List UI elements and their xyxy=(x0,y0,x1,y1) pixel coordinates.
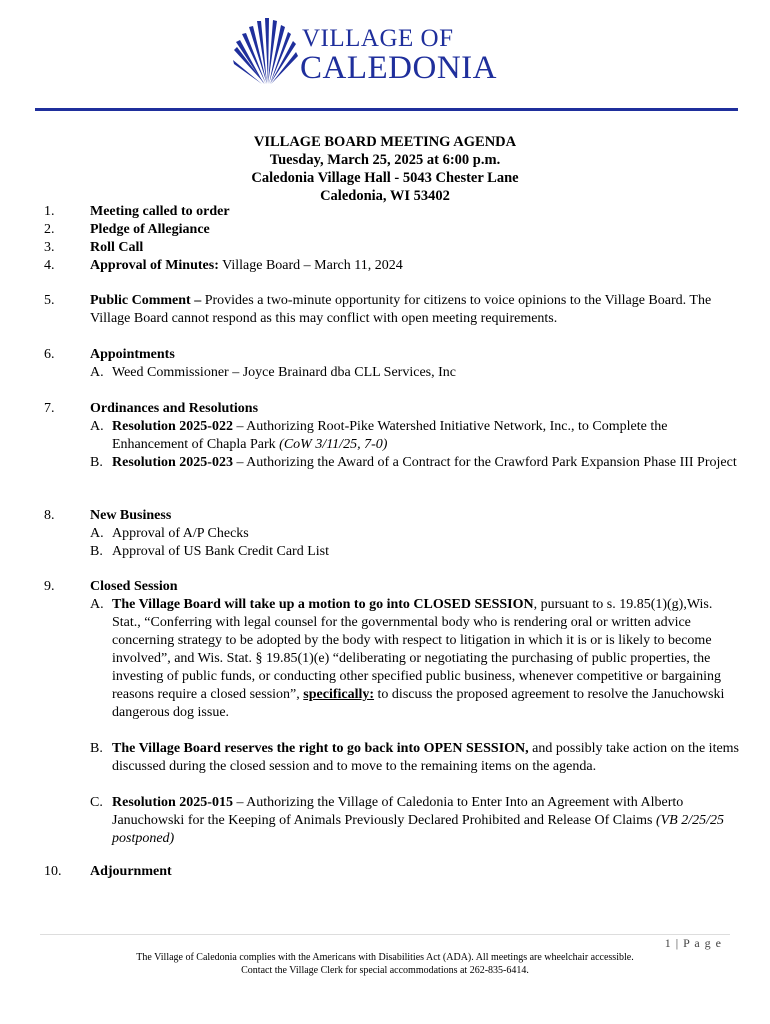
item-title: Approval of Minutes: xyxy=(90,258,219,273)
item-text: Provides a two-minute opportunity for citizens to voice opinions to the Village Board. The Village Board cannot respond as this may conflict with open meeting requirements. xyxy=(90,293,712,326)
item-title: Appointments xyxy=(90,347,175,362)
meeting-location: Caledonia Village Hall - 5043 Chester Lane xyxy=(251,170,519,186)
item-number: 4. xyxy=(44,258,55,273)
sub-item xyxy=(90,364,740,382)
sub-item-letter: C. xyxy=(90,795,103,810)
item-title: Pledge of Allegiance xyxy=(90,222,210,237)
item-title: New Business xyxy=(90,508,172,523)
item-number: 7. xyxy=(44,401,55,416)
agenda-heading xyxy=(0,133,770,205)
meeting-date: Tuesday, March 25, 2025 at 6:00 p.m. xyxy=(269,152,501,168)
item-number: 1. xyxy=(44,204,55,219)
sub-item-text-end: to discuss the proposed agreement to resolve the Januchowski dangerous dog issue. xyxy=(112,687,725,720)
item-body xyxy=(90,257,740,275)
sub-item-text: Weed Commissioner – Joyce Brainard dba CLL Services, Inc xyxy=(112,365,456,380)
footer-divider xyxy=(40,934,730,935)
sub-item xyxy=(90,596,740,722)
item-number: 10. xyxy=(44,864,62,879)
agenda-title: VILLAGE BOARD MEETING AGENDA xyxy=(253,134,517,150)
resolution-number: Resolution 2025-022 xyxy=(112,419,233,434)
item-body xyxy=(90,292,740,328)
sub-item-letter: A. xyxy=(90,526,104,541)
item-title: Adjournment xyxy=(90,864,172,879)
item-number: 8. xyxy=(44,508,55,523)
emphasis-text: specifically: xyxy=(303,687,375,702)
resolution-number: Resolution 2025-015 xyxy=(112,795,233,810)
item-title: Ordinances and Resolutions xyxy=(90,401,259,416)
sub-item xyxy=(90,418,740,454)
sub-item-text: – Authorizing Root-Pike Watershed Initiative Network, Inc., to Complete the Enhancement of Chapla Park xyxy=(112,419,668,452)
sub-item xyxy=(90,454,740,472)
meeting-city: Caledonia, WI 53402 xyxy=(320,188,450,204)
item-number: 2. xyxy=(44,222,55,237)
sub-item-text: Approval of A/P Checks xyxy=(112,526,249,541)
sub-item-letter: A. xyxy=(90,365,104,380)
motion-text: The Village Board reserves the right to go back into OPEN SESSION, xyxy=(112,741,529,756)
item-title: Roll Call xyxy=(90,240,144,255)
sub-item-text: Approval of US Bank Credit Card List xyxy=(112,544,329,559)
page-number: 1 | P a g e xyxy=(664,936,722,950)
sub-item-text: , pursuant to s. 19.85(1)(g),Wis. Stat., “Conferring with legal counsel for the governmental body who is rendering oral or written advice concerning strategy to be adopted by the body with respect to litigation in which it is or is likely to become involved”, and Wis. Stat. § 19.85(1)(e) “deliberating or negotiating the purchasing of public properties, the investing of public funds, or conducting other specified public business, whenever competitive or bargaining reasons require a closed session”, xyxy=(112,597,721,702)
item-body xyxy=(90,578,740,848)
sub-item xyxy=(90,740,740,776)
item-body xyxy=(90,346,740,382)
resolution-number: Resolution 2025-023 xyxy=(112,455,233,470)
sub-item xyxy=(90,543,740,561)
motion-text: The Village Board will take up a motion to go into CLOSED SESSION xyxy=(112,597,534,612)
sub-item xyxy=(90,525,740,543)
item-number: 5. xyxy=(44,293,55,308)
item-title: Meeting called to order xyxy=(90,204,230,219)
header-divider xyxy=(35,108,738,111)
sub-item-text: and possibly take action on the items discussed during the closed session and to move to the remaining items on the agenda. xyxy=(112,741,740,774)
item-title: Closed Session xyxy=(90,579,178,594)
sub-item-note: (CoW 3/11/25, 7-0) xyxy=(279,437,388,452)
logo-line-1: VILLAGE OF xyxy=(302,25,454,52)
item-text: Village Board – March 11, 2024 xyxy=(218,258,403,273)
item-number: 9. xyxy=(44,579,55,594)
item-number: 3. xyxy=(44,240,55,255)
item-body xyxy=(90,400,740,472)
sub-item xyxy=(90,794,740,848)
clerk-contact: Contact the Village Clerk for special accommodations at 262-835-6414. xyxy=(241,965,529,976)
item-number: 6. xyxy=(44,347,55,362)
logo-line-2: CALEDONIA xyxy=(300,50,497,86)
item-title: Public Comment – xyxy=(90,293,202,308)
village-logo xyxy=(232,16,532,90)
sub-item-letter: B. xyxy=(90,544,103,559)
sub-item-text: – Authorizing the Village of Caledonia to Enter Into an Agreement with Alberto Januchowski for the Keeping of Animals Previously Declared Prohibited and Release Of Claims xyxy=(112,795,684,828)
logo-mark-icon xyxy=(232,16,302,86)
ada-notice: The Village of Caledonia complies with the Americans with Disabilities Act (ADA). All meetings are wheelchair accessible. xyxy=(136,952,634,963)
sub-item-text: – Authorizing the Award of a Contract for the Crawford Park Expansion Phase III Project xyxy=(232,455,737,470)
sub-item-letter: A. xyxy=(90,419,104,434)
item-body xyxy=(90,507,740,561)
sub-item-letter: B. xyxy=(90,741,103,756)
footer-notice xyxy=(0,951,770,977)
sub-item-letter: B. xyxy=(90,455,103,470)
sub-item-letter: A. xyxy=(90,597,104,612)
sub-item-note: (VB 2/25/25 postponed) xyxy=(112,813,724,846)
